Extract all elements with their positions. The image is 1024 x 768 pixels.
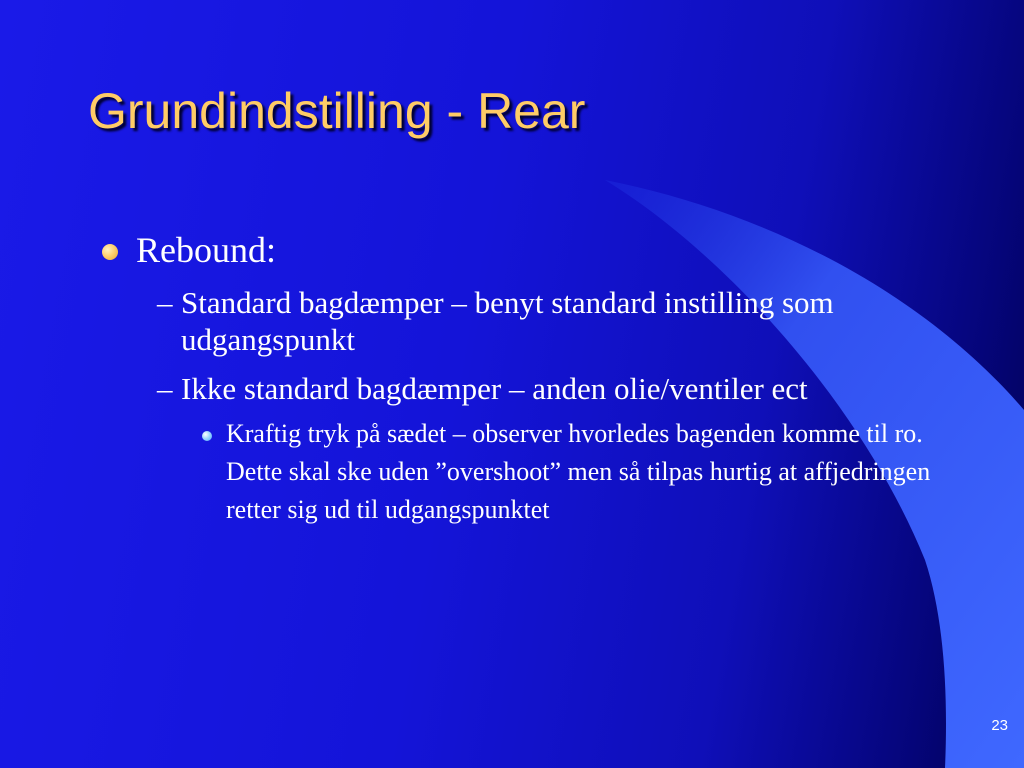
- slide-content: [100, 228, 960, 529]
- sub-bullet-text: Standard bagdæmper – benyt standard instilling som udgangspunkt: [181, 285, 834, 357]
- small-bullet-dot-icon: [202, 431, 212, 441]
- bullet-text: Rebound:: [136, 230, 276, 270]
- sub-bullet-item: [145, 370, 901, 407]
- bullet-item: [100, 228, 960, 272]
- dash-marker: –: [157, 285, 173, 320]
- sub-bullet-item: [145, 284, 901, 358]
- page-number: 23: [991, 717, 1008, 734]
- sub-sub-bullet-item: [182, 415, 946, 529]
- sub-sub-bullet-text: Kraftig tryk på sædet – observer hvorledes bagenden komme til ro. Dette skal ske uden ”overshoot” men så tilpas hurtig at affjedringen retter sig ud til udgangspunktet: [226, 419, 931, 524]
- dash-marker: –: [157, 371, 173, 406]
- slide-title: Grundindstilling - Rear: [88, 83, 586, 139]
- sub-bullet-text: Ikke standard bagdæmper – anden olie/ventiler ect: [181, 371, 808, 406]
- bullet-dot-icon: [102, 244, 118, 260]
